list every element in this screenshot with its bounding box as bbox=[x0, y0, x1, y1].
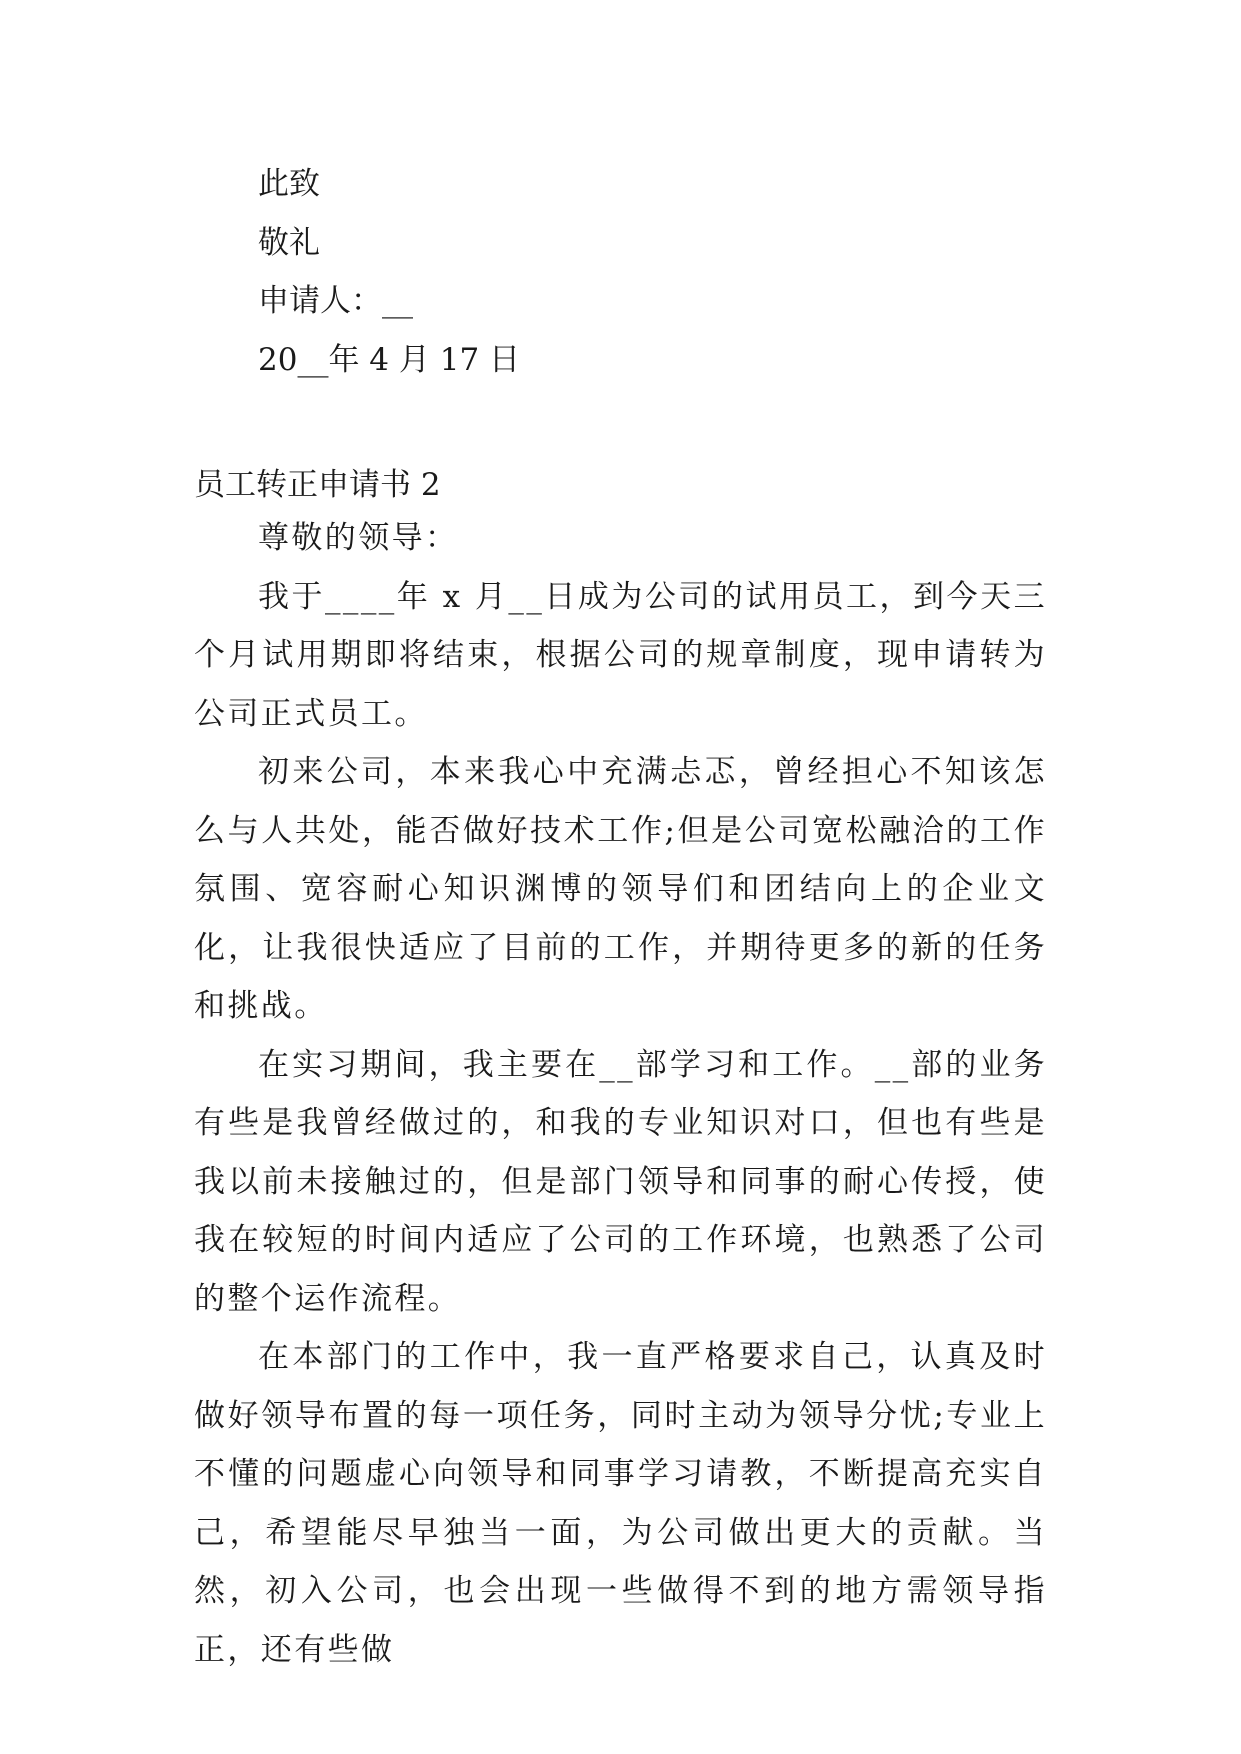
paragraph: 初来公司，本来我心中充满忐忑，曾经担心不知该怎么与人共处，能否做好技术工作;但是公司宽松融洽的工作氛围、宽容耐心知识渊博的领导们和团结向上的企业文化，让我很快适应了目前的工作，并期待更多的新的任务和挑战。 bbox=[194, 754, 1047, 1024]
document-title: 员工转正申请书 2 bbox=[194, 467, 441, 503]
paragraph: 在本部门的工作中，我一直严格要求自己，认真及时做好领导布置的每一项任务，同时主动为领导分忧;专业上不懂的问题虚心向领导和同事学习请教，不断提高充实自己，希望能尽早独当一面，为公司做出更大的贡献。当然，初入公司，也会出现一些做得不到的地方需领导指正，还有些做 bbox=[194, 1339, 1047, 1668]
salutation: 尊敬的领导： bbox=[258, 520, 459, 556]
applicant-signature: 申请人：__ bbox=[258, 283, 413, 319]
closing-line-2: 敬礼 bbox=[258, 225, 320, 261]
letter-body bbox=[194, 509, 1047, 1679]
letter-date: 20__年 4 月 17 日 bbox=[258, 342, 521, 378]
paragraph: 我于____年 x 月__日成为公司的试用员工，到今天三个月试用期即将结束，根据公司的规章制度，现申请转为公司正式员工。 bbox=[194, 578, 1047, 732]
paragraph: 在实习期间，我主要在__部学习和工作。__部的业务有些是我曾经做过的，和我的专业知识对口，但也有些是我以前未接触过的，但是部门领导和同事的耐心传授，使我在较短的时间内适应了公司的工作环境，也熟悉了公司的整个运作流程。 bbox=[194, 1046, 1047, 1317]
closing-line-1: 此致 bbox=[258, 166, 320, 202]
